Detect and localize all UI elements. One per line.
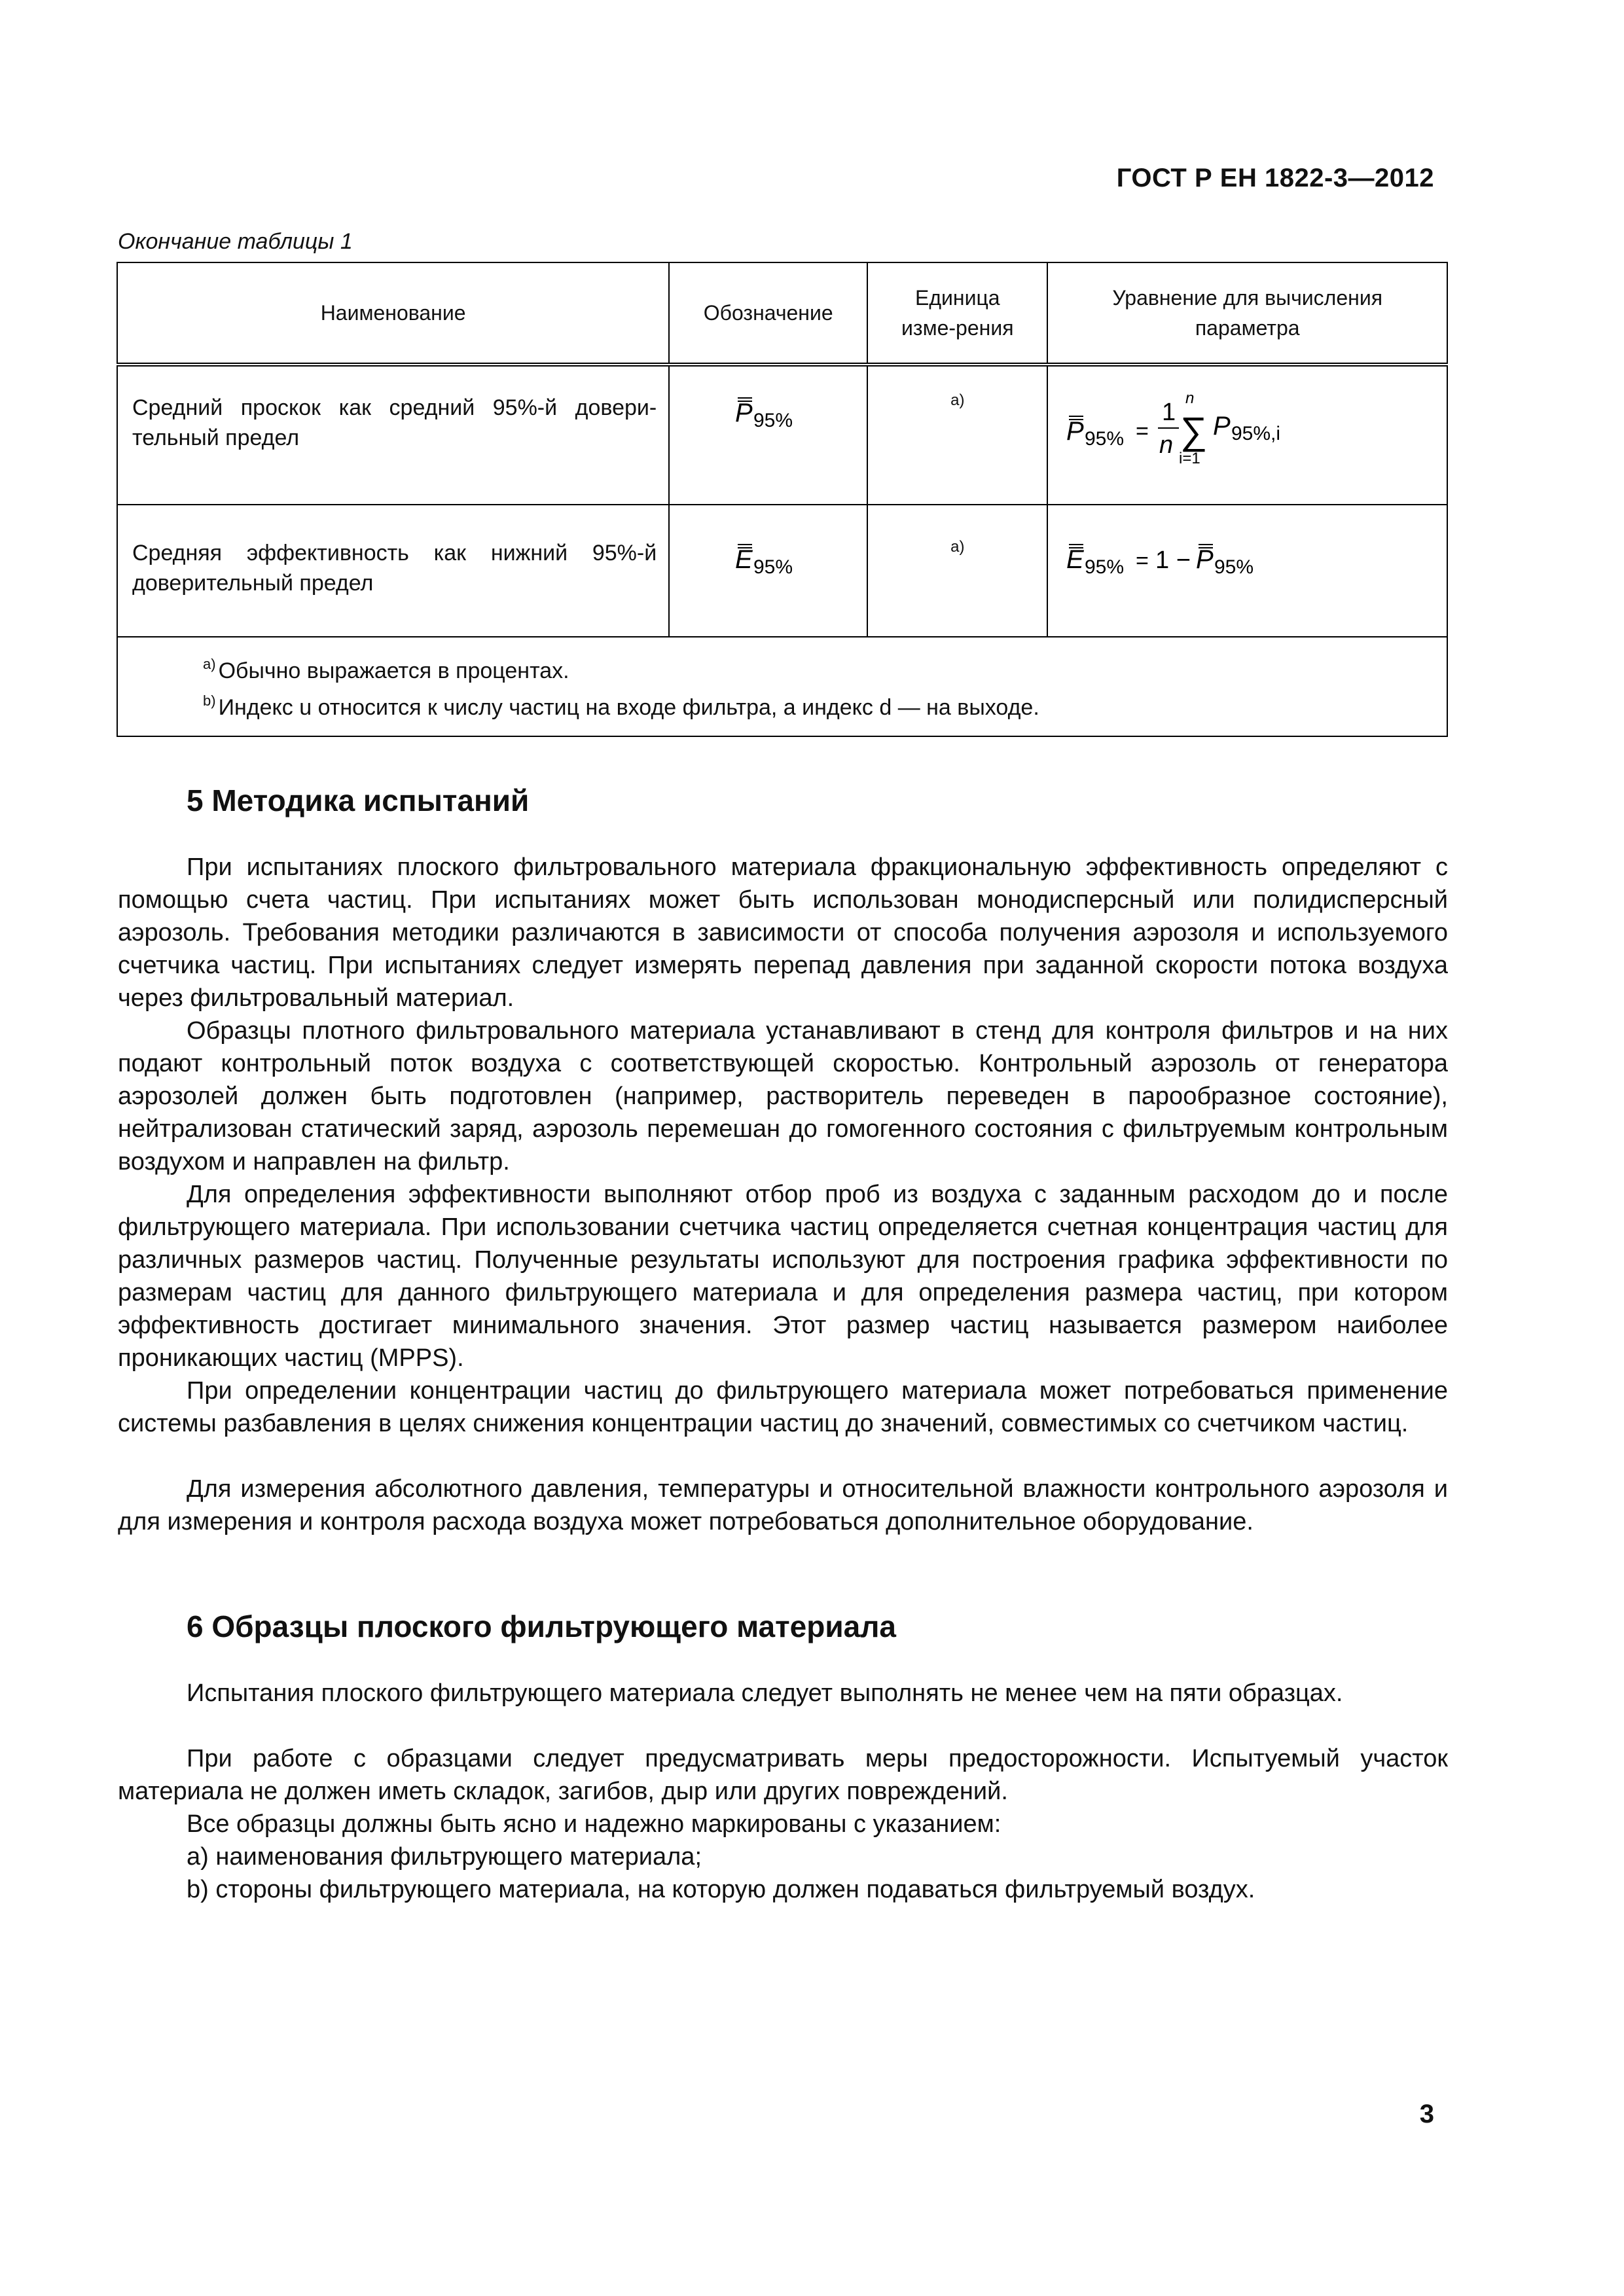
column-header-unit <box>867 262 1047 365</box>
column-header-name: Наименование <box>117 262 669 365</box>
eq-one-minus: 1 − <box>1155 547 1191 574</box>
note-mark: а) <box>203 656 216 672</box>
section-6-list-item: а) наименования фильтрующего материала; <box>187 1843 702 1871</box>
symbol-subscript: 95% <box>753 410 793 431</box>
symbol-subscript: 95% <box>753 556 793 578</box>
eq-denominator: n <box>1159 431 1174 459</box>
eq-equals: = <box>1136 548 1149 573</box>
row-symbol <box>669 505 867 637</box>
eq-equals: = <box>1136 419 1149 444</box>
section-5-paragraph: Образцы плотного фильтровального материала устанавливают в стенд для контроля фильтров и на них подают контрольный поток воздуха с соответствующей скоростью. Контрольный аэрозоль от генератора аэрозолей должен быть подготовлен (например, растворитель переведен в парообразное состояние), нейтрализован статический заряд, аэрозоль перемешан до гомогенного состояния с фильтруемым контрольным воздухом и направлен на фильтр. <box>118 1017 1448 1175</box>
section-6-list-item: b) стороны фильтрующего материала, на которую должен подаваться фильтруемый воздух. <box>187 1876 1255 1903</box>
table-header-row <box>117 262 1447 365</box>
eq-p-i: P <box>1213 412 1231 440</box>
table-note <box>203 686 1447 723</box>
section-6-paragraph: Испытания плоского фильтрующего материала следует выполнять не менее чем на пяти образцах. <box>187 1679 1343 1707</box>
column-header-symbol: Обозначение <box>669 262 867 365</box>
eq-sub: 95% <box>1085 556 1125 578</box>
section-5-paragraph: При определении концентрации частиц до фильтрующего материала может потребоваться применение системы разбавления в целях снижения концентрации частиц до значений, совместимых со счетчиком частиц. <box>118 1377 1448 1437</box>
section-5-paragraph: При испытаниях плоского фильтровального материала фракциональную эффективность определяют с помощью счета частиц. При испытаниях может быть использован монодисперсный или полидисперсный аэрозоль. Требования методики различаются в зависимости от способа получения аэрозоля и используемого счетчика частиц. При испытаниях следует измерять перепад давления при заданной скорости потока воздуха через фильтровальный материал. <box>118 853 1448 1012</box>
table-row <box>117 505 1447 637</box>
row-symbol <box>669 365 867 505</box>
eq-sub: 95% <box>1085 428 1125 450</box>
section-5-paragraph: Для измерения абсолютного давления, температуры и относительной влажности контрольного аэрозоля и для измерения и контроля расхода воздуха может потребоваться дополнительное оборудование. <box>118 1475 1448 1535</box>
column-header-equation <box>1047 262 1447 365</box>
section-5-paragraph: Для определения эффективности выполняют отбор проб из воздуха с заданным расходом до и после фильтрующего материала. При использовании счетчика частиц определяется счетная концентрация частиц для различных размеров частиц. Полученные результаты используют для построения графика эффективности по размерам частиц для данного фильтрующего материала и для определения размера частиц, при котором эффективность достигает минимального значения. Этот размер частиц называется размером наиболее проникающих частиц (MPPS). <box>118 1181 1448 1372</box>
symbol-letter: P <box>734 399 753 427</box>
table-caption: Окончание таблицы 1 <box>118 229 353 254</box>
table-row <box>117 365 1447 505</box>
column-header-unit-text: Единица изме-рения <box>901 286 1014 340</box>
eq-numerator: 1 <box>1162 399 1176 426</box>
parameters-table <box>117 262 1448 737</box>
row-unit <box>867 365 1047 505</box>
section-6-title: 6 Образцы плоского фильтрующего материала <box>187 1609 897 1643</box>
column-header-equation-text: Уравнение для вычисления параметра <box>1112 286 1383 340</box>
eq-sum-upper: n <box>1185 389 1195 407</box>
row-equation <box>1047 505 1447 637</box>
document-code: ГОСТ Р ЕН 1822-3—2012 <box>1116 164 1434 192</box>
table-notes-row <box>117 637 1447 736</box>
eq-p: P <box>1196 545 1214 574</box>
section-5-title: 5 Методика испытаний <box>187 783 530 817</box>
section-6-list-intro: Все образцы должны быть ясно и надежно маркированы с указанием: <box>187 1810 1001 1838</box>
table-notes <box>117 637 1447 736</box>
note-mark: b) <box>203 692 216 709</box>
eq-p: P <box>1066 417 1085 446</box>
row-name: Средний проскок как средний 95%-й довери-тельный предел <box>117 365 669 505</box>
eq-e: E <box>1066 545 1085 574</box>
section-6-paragraph: При работе с образцами следует предусматривать меры предосторожности. Испытуемый участок материала не должен иметь складок, загибов, дыр или других повреждений. <box>118 1745 1448 1805</box>
row-unit <box>867 505 1047 637</box>
mean-penetration-symbol <box>732 393 804 432</box>
page-number: 3 <box>1419 2100 1434 2128</box>
symbol-letter: E <box>734 545 753 574</box>
note-text: Обычно выражается в процентах. <box>218 658 569 683</box>
row-name: Средняя эффективность как нижний 95%-й доверительный предел <box>117 505 669 637</box>
unit-footnote-mark: а) <box>950 391 965 409</box>
unit-footnote-mark: а) <box>950 538 965 556</box>
eq-sigma: ∑ <box>1180 410 1208 452</box>
table-note <box>203 649 1447 686</box>
mean-efficiency-equation <box>1064 539 1286 579</box>
eq-sum-lower: i=1 <box>1179 450 1201 467</box>
eq-sub-2: 95% <box>1214 556 1254 578</box>
mean-efficiency-symbol <box>732 539 804 579</box>
note-text: Индекс u относится к числу частиц на входе фильтра, а индекс d — на выходе. <box>218 695 1039 720</box>
row-equation <box>1047 365 1447 505</box>
eq-sub-i: 95%,i <box>1231 423 1281 444</box>
mean-penetration-equation <box>1064 376 1312 467</box>
